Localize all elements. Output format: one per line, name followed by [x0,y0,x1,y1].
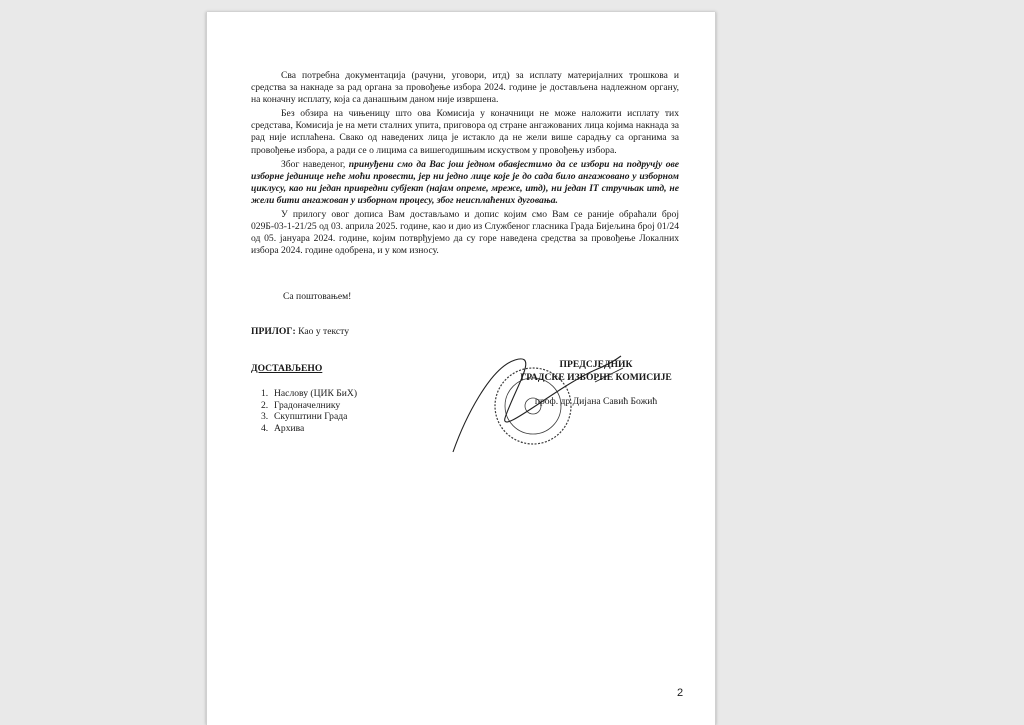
signature-role: ПРЕДСЈЕДНИК [559,359,633,370]
list-item: 1. Наслову (ЦИК БиХ) [261,388,358,399]
paragraph-notice-intro: Због наведеног, [281,158,349,170]
document-page [206,12,716,725]
paragraph-documentation: Сва потребна документација (рачуни, уговори, итд) за исплату материјалних трошкова и средства за накнаде за рад органа за провођење избора 2024. године је достављена надлежном органу, на коначну исплату, која са данашњим даном није извршена. [251,70,679,106]
closing-salutation: Са поштовањем! [283,291,352,302]
list-item: 3. Скупштини Града [261,411,348,422]
paragraph-notice-emphasis: принуђени смо да Вас још једном обавјестимо да се избори на подручју ове изборне јединице неће моћи провести, јер ни једно лице које је до сада било ангажовано у изборном циклусу, као ни један привредни субјект (најам опреме, мреже, итд), ни један IT стручњак итд, не жели бити ангажован у изборном процесу, због неисплаћених дуговања. [251,158,679,206]
delivery-list-title: ДОСТАВЉЕНО [251,363,323,374]
signature-block [501,359,691,409]
list-item: 4. Архива [261,422,305,434]
signature-org: ГРАДСКЕ ИЗБОРНЕ КОМИСИЈЕ [520,371,672,383]
list-item: 2. Градоначелнику [261,399,341,411]
attachment-value: Као у тексту [295,326,350,337]
paragraph-attachment-info: У прилогу овог дописа Вам достављамо и допис којим смо Вам се раније обраћали број 029Б-03-1-21/25 од 03. априла 2025. године, као и дио из Службеног гласника Града Бијељина број 01/24 од 05. јануара 2024. године, којим потврђујемо да су горе наведена средства за провођење Локалних избора 2024. године одобрена, и у ком износу. [251,209,679,257]
delivery-list [251,363,357,434]
attachment-label: ПРИЛОГ: [251,326,296,337]
paragraph-commission: Без обзира на чињеницу што ова Комисија у коначници не може наложити исплату тих средстава, Комисија је на мети сталних упита, приговора од стране ангажованих лица којима накнада за рад није исплаћена. Свако од наведених лица је истакло да не жели више сарадњу са органима за провођење избора, а ради се о лицима са вишегодишњим искуством у провођењу избора. [251,108,679,156]
page-number: 2 [677,687,684,699]
paragraph-notice [251,159,679,207]
letter-body [251,70,679,257]
signature-name: проф. др Дијана Савић Божић [534,396,658,407]
attachment-line [251,326,349,337]
